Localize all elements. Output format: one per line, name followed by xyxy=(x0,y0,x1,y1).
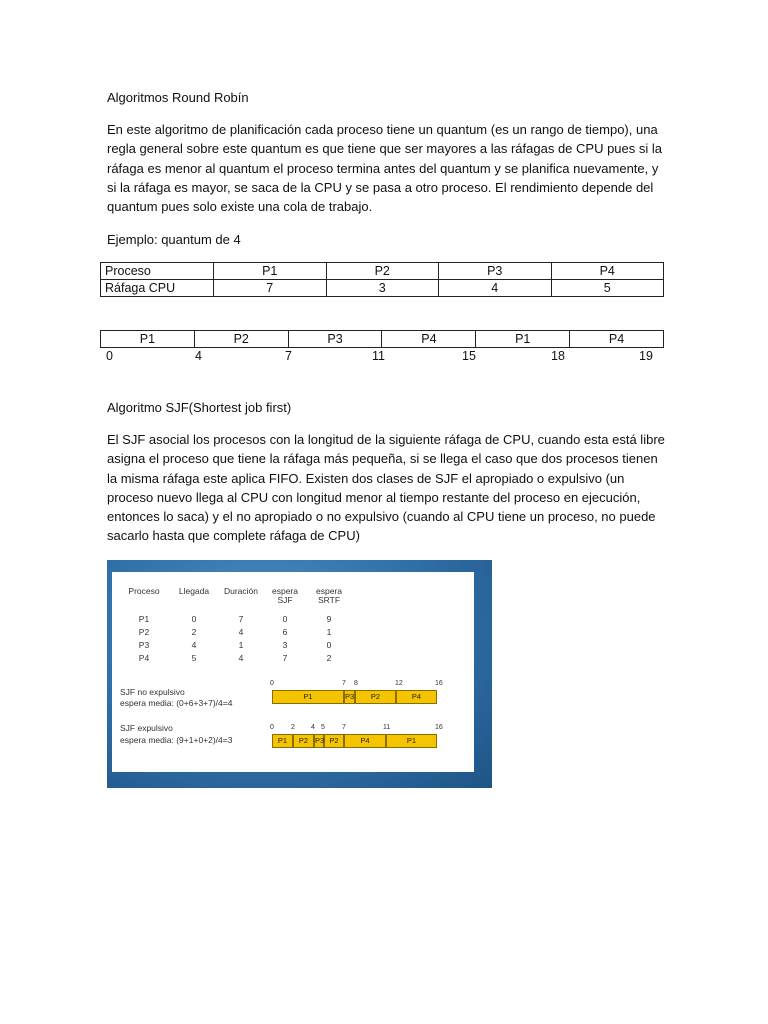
figure-cell: 3 xyxy=(282,640,288,650)
gantt-bar: P2 xyxy=(293,734,314,748)
gantt-time: 7 xyxy=(285,349,292,363)
gantt-segment: P1 xyxy=(476,331,570,348)
rr-gantt-chart xyxy=(100,330,664,348)
figure-cell: 7 xyxy=(282,653,288,663)
gantt-tick: 8 xyxy=(354,680,358,687)
figure-cell: 7 xyxy=(238,614,244,624)
rr-example-label: Ejemplo: quantum de 4 xyxy=(107,232,241,247)
gantt-tick: 16 xyxy=(435,680,443,687)
figure-cell: 0 xyxy=(326,640,332,650)
gantt-bar: P1 xyxy=(386,734,437,748)
gantt-tick: 5 xyxy=(321,724,325,731)
sjf-title: Algoritmo SJF(Shortest job first) xyxy=(107,400,292,415)
gantt-tick: 0 xyxy=(270,680,274,687)
figure-header: Duración xyxy=(223,586,259,596)
gantt-bar: P1 xyxy=(272,690,344,704)
rr-title: Algoritmos Round Robín xyxy=(107,90,249,105)
table-row xyxy=(101,280,664,297)
figure-cell: P2 xyxy=(138,627,150,637)
gantt-segment: P4 xyxy=(570,331,664,348)
gantt-segment: P2 xyxy=(194,331,288,348)
figure-cell: 4 xyxy=(238,653,244,663)
figure-cell: 4 xyxy=(191,640,197,650)
gantt-bar: P2 xyxy=(324,734,344,748)
sjf-paragraph: El SJF asocial los procesos con la longitud de la siguiente ráfaga de CPU, cuando esta está libre asigna el proceso que tiene la ráfaga más pequeña, si se llega el caso que dos procesos tienen la misma ráfaga este aplica FIFO. Existen dos clases de SJF el apropiado o expulsivo (un proceso nuevo llega al CPU con longitud menor al tiempo restante del proceso en ejecución, entonces lo saca) y el no apropiado o no expulsivo (cuando al CPU tiene un proceso, no puede sacarlo hasta que complete ráfaga de CPU) xyxy=(107,432,665,544)
gantt-tick: 7 xyxy=(342,680,346,687)
table-cell: 3 xyxy=(326,280,439,297)
table-row xyxy=(101,331,664,348)
sjf-nonpreemptive-average: espera media: (0+6+3+7)/4=4 xyxy=(120,698,233,708)
gantt-tick: 4 xyxy=(311,724,315,731)
sjf-nonpreemptive-label: SJF no expulsivo xyxy=(120,687,185,697)
gantt-bar: P1 xyxy=(272,734,293,748)
figure-cell: 6 xyxy=(282,627,288,637)
table-cell: P4 xyxy=(551,263,664,280)
gantt-tick: 7 xyxy=(342,724,346,731)
figure-cell: P4 xyxy=(138,653,150,663)
table-cell: Proceso xyxy=(101,263,214,280)
gantt-bar: P4 xyxy=(396,690,437,704)
table-cell: P3 xyxy=(439,263,552,280)
rr-burst-table xyxy=(100,262,664,297)
gantt-time: 0 xyxy=(106,349,113,363)
table-cell: 4 xyxy=(439,280,552,297)
figure-cell: 4 xyxy=(238,627,244,637)
gantt-bar: P2 xyxy=(355,690,396,704)
sjf-figure xyxy=(107,560,492,788)
table-cell: P2 xyxy=(326,263,439,280)
rr-gantt-axis xyxy=(100,349,660,365)
gantt-tick: 12 xyxy=(395,680,403,687)
gantt-bar: P4 xyxy=(344,734,386,748)
gantt-tick: 2 xyxy=(291,724,295,731)
gantt-tick: 16 xyxy=(435,724,443,731)
gantt-tick: 11 xyxy=(383,724,391,731)
table-cell: P1 xyxy=(214,263,327,280)
figure-cell: P1 xyxy=(138,614,150,624)
gantt-segment: P3 xyxy=(288,331,382,348)
rr-paragraph: En este algoritmo de planificación cada proceso tiene un quantum (es un rango de tiempo), una regla general sobre este quantum es que tiene que ser mayores a las ráfagas de CPU pues si la ráfaga es menor al quantum el proceso termina antes del quantum y se planifica nuevamente, y si la ráfaga es mayor, se saca de la CPU y se pasa a otro proceso. El rendimiento depende del quantum pues solo existe una cola de trabajo. xyxy=(107,122,662,215)
gantt-time: 11 xyxy=(372,349,385,363)
table-cell: 5 xyxy=(551,280,664,297)
gantt-time: 4 xyxy=(195,349,202,363)
figure-cell: 2 xyxy=(191,627,197,637)
sjf-preemptive-average: espera media: (9+1+0+2)/4=3 xyxy=(120,735,233,745)
gantt-tick: 0 xyxy=(270,724,274,731)
gantt-segment: P4 xyxy=(382,331,476,348)
table-row xyxy=(101,263,664,280)
figure-cell: 2 xyxy=(326,653,332,663)
figure-header: espera SRTF xyxy=(316,586,342,605)
figure-header: Proceso xyxy=(128,586,160,596)
figure-cell: 0 xyxy=(282,614,288,624)
figure-panel xyxy=(112,572,474,772)
figure-header: espera SJF xyxy=(272,586,298,605)
figure-cell: 9 xyxy=(326,614,332,624)
gantt-time: 19 xyxy=(639,349,653,363)
sjf-preemptive-label: SJF expulsivo xyxy=(120,723,173,733)
gantt-bar: P3 xyxy=(314,734,324,748)
gantt-time: 18 xyxy=(551,349,565,363)
figure-cell: P3 xyxy=(138,640,150,650)
gantt-segment: P1 xyxy=(101,331,195,348)
table-cell: Ráfaga CPU xyxy=(101,280,214,297)
figure-cell: 1 xyxy=(326,627,332,637)
figure-cell: 0 xyxy=(191,614,197,624)
figure-cell: 1 xyxy=(238,640,244,650)
table-cell: 7 xyxy=(214,280,327,297)
gantt-bar: P3 xyxy=(344,690,355,704)
figure-header: Llegada xyxy=(178,586,210,596)
figure-cell: 5 xyxy=(191,653,197,663)
gantt-time: 15 xyxy=(462,349,476,363)
